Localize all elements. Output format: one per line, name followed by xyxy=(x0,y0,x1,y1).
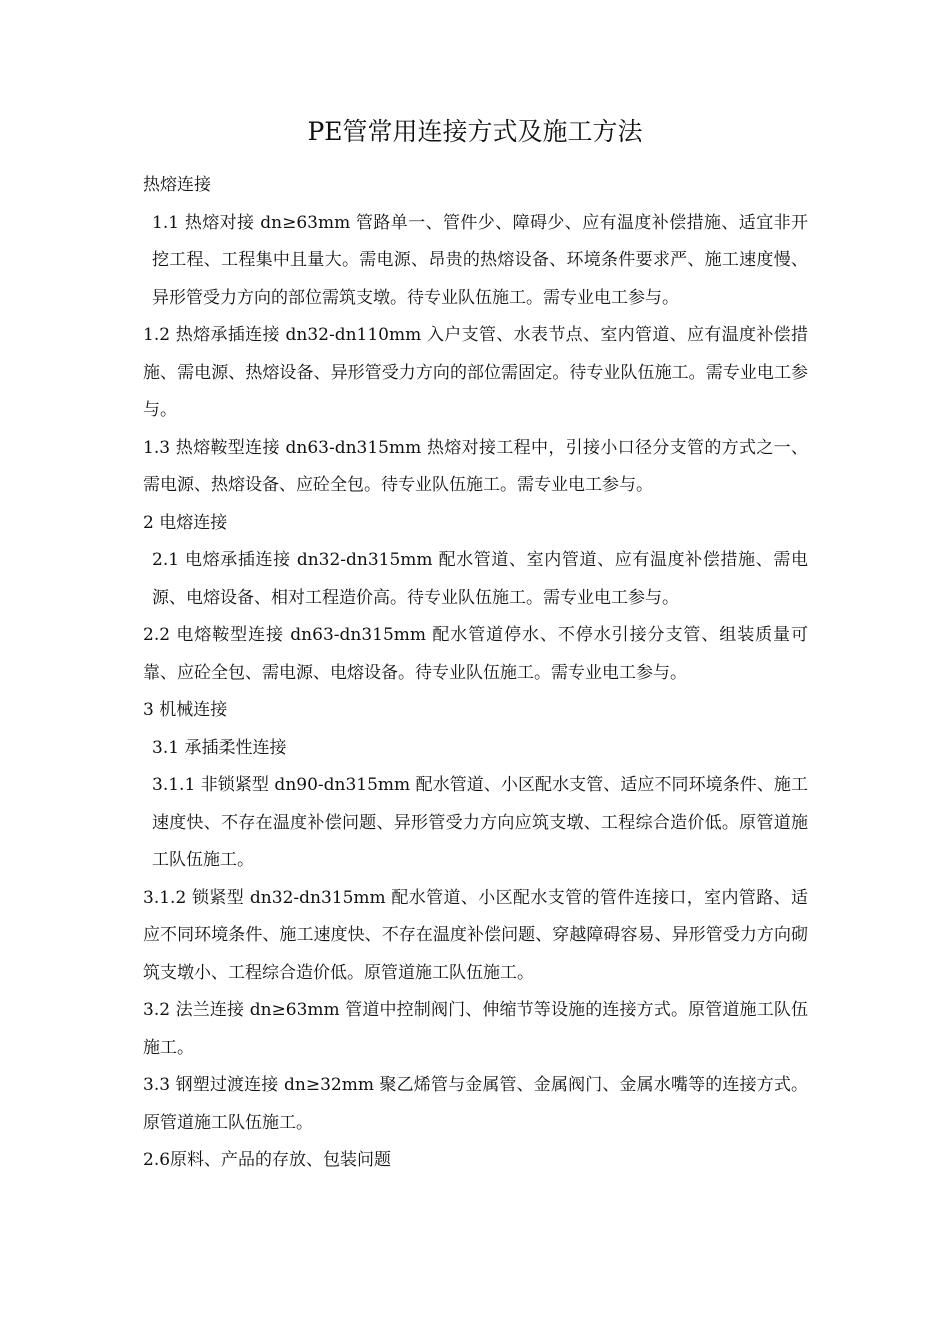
paragraph: 2.6原料、产品的存放、包装问题 xyxy=(143,1150,392,1170)
paragraph: 3.3 钢塑过渡连接 dn≥32mm 聚乙烯管与金属管、金属阀门、金属水嘴等的连接方式。原管道施工队伍施工。 xyxy=(143,1075,808,1133)
paragraph: 2.1 电熔承插连接 dn32-dn315mm 配水管道、室内管道、应有温度补偿措施、需电源、电熔设备、相对工程造价高。待专业队伍施工。需专业电工参与。 xyxy=(152,550,808,608)
paragraph: 1.3 热熔鞍型连接 dn63-dn315mm 热熔对接工程中，引接小口径分支管的方式之一、需电源、热熔设备、应砼全包。待专业队伍施工。需专业电工参与。 xyxy=(143,437,808,495)
paragraph: 3 机械连接 xyxy=(143,700,228,720)
paragraph: 1.2 热熔承插连接 dn32-dn110mm 入户支管、水表节点、室内管道、应有温度补偿措施、需电源、热熔设备、异形管受力方向的部位需固定。待专业队伍施工。需专业电工参与。 xyxy=(143,325,808,420)
document-title: PE管常用连接方式及施工方法 xyxy=(307,117,643,146)
document-body xyxy=(143,167,808,1180)
paragraph: 2.2 电熔鞍型连接 dn63-dn315mm 配水管道停水、不停水引接分支管、组装质量可靠、应砼全包、需电源、电熔设备。待专业队伍施工。需专业电工参与。 xyxy=(143,625,808,683)
paragraph: 1.1 热熔对接 dn≥63mm 管路单一、管件少、障碍少、应有温度补偿措施、适宜非开挖工程、工程集中且量大。需电源、昂贵的热熔设备、环境条件要求严、施工速度慢、异形管受力方向的部位需筑支墩。待专业队伍施工。需专业电工参与。 xyxy=(152,212,808,308)
paragraph: 3.1 承插柔性连接 xyxy=(152,737,287,758)
paragraph: 3.2 法兰连接 dn≥63mm 管道中控制阀门、伸缩节等设施的连接方式。原管道施工队伍施工。 xyxy=(143,1000,808,1058)
paragraph: 热熔连接 xyxy=(143,175,211,195)
paragraph: 2 电熔连接 xyxy=(143,512,228,533)
paragraph: 3.1.2 锁紧型 dn32-dn315mm 配水管道、小区配水支管的管件连接口，室内管路、适应不同环境条件、施工速度快、不存在温度补偿问题、穿越障碍容易、异形管受力方向砌筑支墩小、工程综合造价低。原管道施工队伍施工。 xyxy=(143,887,808,983)
paragraph: 3.1.1 非锁紧型 dn90-dn315mm 配水管道、小区配水支管、适应不同环境条件、施工速度快、不存在温度补偿问题、异形管受力方向应筑支墩、工程综合造价低。原管道施工队伍施工。 xyxy=(152,775,808,870)
